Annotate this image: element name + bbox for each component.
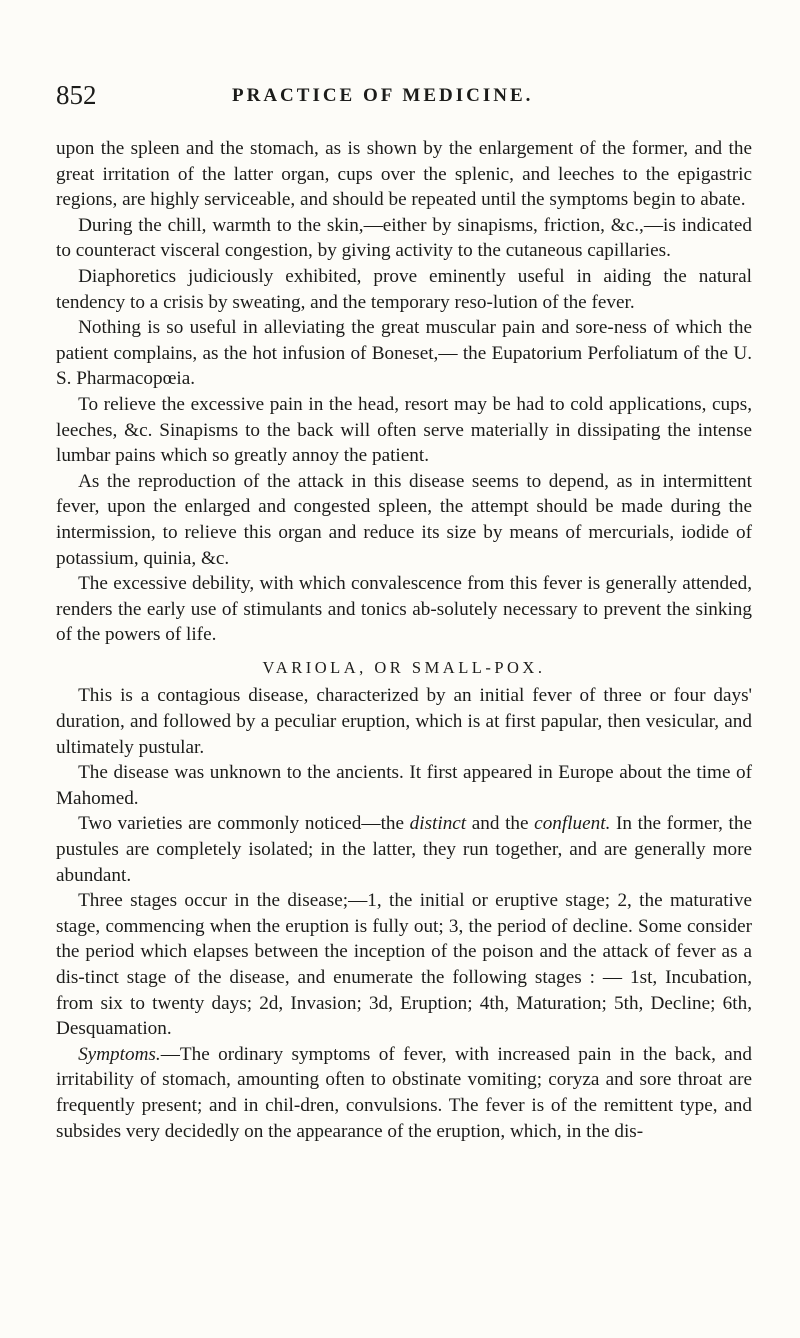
paragraph-spleen-treatment: upon the spleen and the stomach, as is shown by the enlargement of the former, and the great irritation of the latter organ, cups over the splenic, and leeches to the epigastric regions, are highly serviceable, and should be repeated until the symptoms begin to abate. <box>56 138 752 211</box>
paragraph-definition: This is a contagious disease, characterized by an initial fever of three or four days' duration, and followed by a peculiar eruption, which is at first papular, then vesicular, and ultimately pustular. <box>56 685 752 758</box>
paragraph-varieties <box>56 811 752 888</box>
paragraph-stages: Three stages occur in the disease;—1, the initial or eruptive stage; 2, the maturative stage, commencing when the eruption is fully out; 3, the period of decline. Some consider the period which elapses between the inception of the poison and the attack of fever as a dis-tinct stage of the disease, and enumerate the following stages : — 1st, Incubation, from six to twenty days; 2d, Invasion; 3d, Eruption; 4th, Maturation; 5th, Decline; 6th, Desquamation. <box>56 890 752 1040</box>
body-text <box>56 136 752 1144</box>
page-header <box>56 80 756 112</box>
confluent-term: confluent. <box>534 813 611 835</box>
paragraph-chill-warmth: During the chill, warmth to the skin,—either by sinapisms, friction, &c.,—is indicated to counteract visceral congestion, by giving activity to the cutaneous capillaries. <box>56 214 752 262</box>
paragraph-symptoms <box>56 1042 752 1144</box>
paragraph-diaphoretics: Diaphoretics judiciously exhibited, prove eminently useful in aiding the natural tendency to a crisis by sweating, and the temporary reso-lution of the fever. <box>56 265 752 313</box>
symptoms-text: —The ordinary symptoms of fever, with increased pain in the back, and irritability of stomach, amounting often to obstinate vomiting; coryza and sore throat are frequently present; and in chil-dren, convulsions. The fever is of the remittent type, and subsides very decidedly on the appearance of the eruption, which, in the dis- <box>56 1043 752 1142</box>
paragraph-reproduction: As the reproduction of the attack in this disease seems to depend, as in intermittent fever, upon the enlarged and congested spleen, the attempt should be made during the intermission, to relieve this organ and reduce its size by means of mercurials, iodide of potassium, quinia, &c. <box>56 470 752 569</box>
varieties-text-after: In the former, the pustules are completely isolated; in the latter, they run together, and are generally more abundant. <box>56 813 752 886</box>
paragraph-head-pain: To relieve the excessive pain in the head, resort may be had to cold applications, cups, leeches, &c. Sinapisms to the back will often serve materially in dissipating the intense lumbar pains which so greatly annoy the patient. <box>56 393 752 467</box>
symptoms-label: Symptoms. <box>78 1043 161 1065</box>
distinct-term: distinct <box>409 813 467 835</box>
paragraph-debility: The excessive debility, with which convalescence from this fever is generally attended, renders the early use of stimulants and tonics ab-solutely necessary to prevent the sinking of the powers of life. <box>56 573 752 646</box>
section-heading: VARIOLA, OR SMALL-POX. <box>262 657 546 677</box>
varieties-text-before: Two varieties are commonly noticed—the <box>78 813 410 835</box>
paragraph-boneset: Nothing is so useful in alleviating the great muscular pain and sore-ness of which the patient complains, as the hot infusion of Boneset,— the Eupatorium Perfoliatum of the U. S. Pharmacopœia. <box>56 317 752 390</box>
varieties-text-middle: and the <box>466 813 535 835</box>
paragraph-history: The disease was unknown to the ancients. It first appeared in Europe about the time of Mahomed. <box>56 762 752 809</box>
running-title: PRACTICE OF MEDICINE. <box>232 85 534 106</box>
page-number: 852 <box>56 80 97 110</box>
